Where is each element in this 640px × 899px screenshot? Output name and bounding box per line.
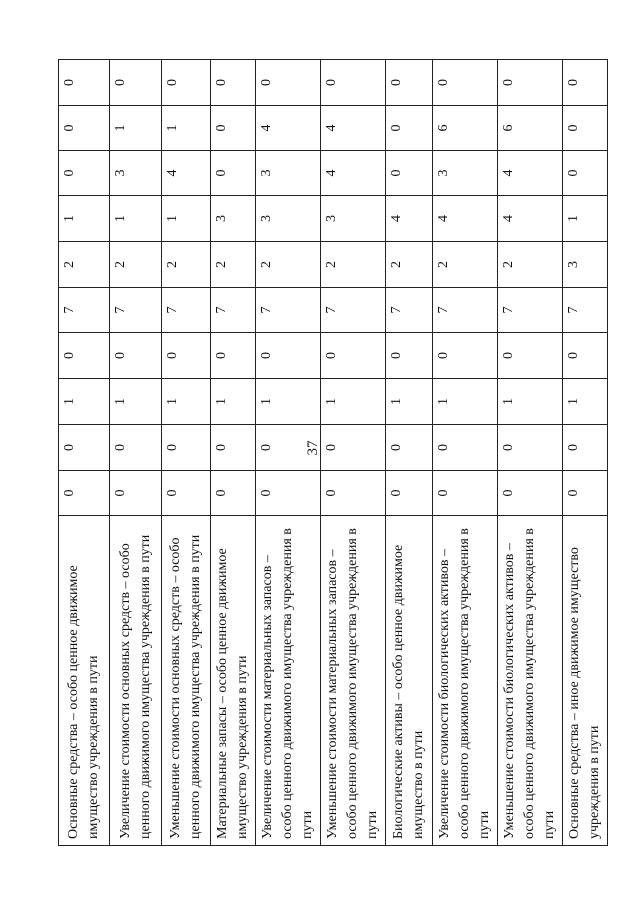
code-digit-cell: 0 — [256, 333, 321, 379]
code-digit-cell: 1 — [162, 196, 211, 242]
code-digit-cell: 1 — [563, 379, 608, 425]
code-digit-cell: 0 — [433, 471, 498, 516]
code-digit-cell: 0 — [256, 471, 321, 516]
code-digit-cell: 2 — [211, 242, 256, 288]
code-digit-cell: 1 — [433, 379, 498, 425]
code-digit-cell: 3 — [433, 151, 498, 196]
code-digit-cell: 7 — [498, 288, 563, 333]
code-digit-cell: 2 — [256, 242, 321, 288]
code-digit-cell: 1 — [59, 196, 110, 242]
code-digit-cell: 3 — [211, 196, 256, 242]
code-digit-cell: 1 — [110, 106, 162, 151]
code-digit-cell: 0 — [59, 106, 110, 151]
code-digit-cell: 7 — [563, 288, 608, 333]
code-digit-cell: 7 — [433, 288, 498, 333]
table-row — [59, 60, 110, 846]
account-name-cell: Уменьшение стоимости биологических активов – особо ценного движимого имущества учреждения в пути — [498, 516, 563, 846]
code-digit-cell: 0 — [110, 471, 162, 516]
code-digit-cell: 0 — [321, 425, 386, 471]
code-digit-cell: 3 — [110, 151, 162, 196]
code-digit-cell: 2 — [59, 242, 110, 288]
code-digit-cell: 0 — [498, 60, 563, 106]
code-digit-cell: 0 — [211, 151, 256, 196]
code-digit-cell: 0 — [433, 333, 498, 379]
code-digit-cell: 0 — [321, 333, 386, 379]
code-digit-cell: 2 — [110, 242, 162, 288]
accounts-table — [58, 59, 608, 846]
code-digit-cell: 4 — [433, 196, 498, 242]
code-digit-cell: 0 — [386, 333, 433, 379]
code-digit-cell: 4 — [321, 151, 386, 196]
code-digit-cell: 1 — [321, 379, 386, 425]
account-name-cell: Увеличение стоимости биологических активов – особо ценного движимого имущества учреждения в пути — [433, 516, 498, 846]
code-digit-cell: 2 — [433, 242, 498, 288]
code-digit-cell: 3 — [256, 196, 321, 242]
code-digit-cell: 0 — [498, 425, 563, 471]
code-digit-cell: 1 — [563, 196, 608, 242]
account-name-cell: Увеличение стоимости основных средств – особо ценного движимого имущества учреждения в пути — [110, 516, 162, 846]
code-digit-cell: 0 — [321, 60, 386, 106]
code-digit-cell: 4 — [386, 196, 433, 242]
code-digit-cell: 0 — [211, 333, 256, 379]
table-row — [386, 60, 433, 846]
code-digit-cell: 0 — [386, 106, 433, 151]
code-digit-cell: 0 — [433, 60, 498, 106]
code-digit-cell: 4 — [256, 106, 321, 151]
page-number: 37 — [305, 440, 321, 456]
account-name-cell: Основные средства – иное движимое имущество учреждения в пути — [563, 516, 608, 846]
code-digit-cell: 0 — [211, 106, 256, 151]
code-digit-cell: 2 — [386, 242, 433, 288]
code-digit-cell: 0 — [563, 60, 608, 106]
account-name-cell: Материальные запасы – особо ценное движимое имущество учреждения в пути — [211, 516, 256, 846]
code-digit-cell: 0 — [211, 425, 256, 471]
code-digit-cell: 2 — [321, 242, 386, 288]
code-digit-cell: 7 — [211, 288, 256, 333]
code-digit-cell: 7 — [110, 288, 162, 333]
code-digit-cell: 0 — [211, 60, 256, 106]
code-digit-cell: 0 — [59, 151, 110, 196]
code-digit-cell: 1 — [110, 196, 162, 242]
code-digit-cell: 0 — [563, 471, 608, 516]
table-row — [433, 60, 498, 846]
code-digit-cell: 1 — [256, 379, 321, 425]
rotated-table-container — [58, 60, 602, 846]
table-row — [162, 60, 211, 846]
code-digit-cell: 0 — [211, 471, 256, 516]
code-digit-cell: 2 — [498, 242, 563, 288]
code-digit-cell: 1 — [211, 379, 256, 425]
code-digit-cell: 3 — [321, 196, 386, 242]
code-digit-cell: 0 — [386, 471, 433, 516]
code-digit-cell: 7 — [256, 288, 321, 333]
account-name-cell: Биологические активы – особо ценное движимое имущество в пути — [386, 516, 433, 846]
code-digit-cell: 7 — [321, 288, 386, 333]
code-digit-cell: 0 — [59, 471, 110, 516]
table-row — [211, 60, 256, 846]
account-name-cell: Уменьшение стоимости материальных запасов – особо ценного движимого имущества учреждения в пути — [321, 516, 386, 846]
code-digit-cell: 0 — [498, 471, 563, 516]
code-digit-cell: 2 — [162, 242, 211, 288]
code-digit-cell: 0 — [162, 471, 211, 516]
code-digit-cell: 0 — [162, 60, 211, 106]
code-digit-cell: 4 — [498, 151, 563, 196]
code-digit-cell: 7 — [386, 288, 433, 333]
table-body — [59, 60, 608, 846]
table-row — [110, 60, 162, 846]
code-digit-cell: 1 — [162, 379, 211, 425]
table-row — [321, 60, 386, 846]
code-digit-cell: 1 — [498, 379, 563, 425]
code-digit-cell: 0 — [321, 471, 386, 516]
code-digit-cell: 0 — [110, 60, 162, 106]
code-digit-cell: 4 — [162, 151, 211, 196]
account-name-cell: Основные средства – особо ценное движимое имущество учреждения в пути — [59, 516, 110, 846]
code-digit-cell: 0 — [563, 106, 608, 151]
code-digit-cell: 7 — [59, 288, 110, 333]
table-row — [498, 60, 563, 846]
table-row — [256, 60, 321, 846]
code-digit-cell: 0 — [59, 333, 110, 379]
code-digit-cell: 4 — [498, 196, 563, 242]
code-digit-cell: 6 — [498, 106, 563, 151]
code-digit-cell: 1 — [110, 379, 162, 425]
code-digit-cell: 3 — [563, 242, 608, 288]
code-digit-cell: 4 — [321, 106, 386, 151]
code-digit-cell: 0 — [162, 425, 211, 471]
code-digit-cell: 0 — [563, 333, 608, 379]
code-digit-cell: 0 — [110, 425, 162, 471]
code-digit-cell: 0 — [59, 425, 110, 471]
code-digit-cell: 7 — [162, 288, 211, 333]
code-digit-cell: 0 — [433, 425, 498, 471]
code-digit-cell: 6 — [433, 106, 498, 151]
code-digit-cell: 1 — [386, 379, 433, 425]
code-digit-cell: 0 — [386, 425, 433, 471]
code-digit-cell: 0 — [256, 425, 321, 471]
code-digit-cell: 0 — [162, 333, 211, 379]
code-digit-cell: 0 — [59, 60, 110, 106]
table-row — [563, 60, 608, 846]
code-digit-cell: 1 — [162, 106, 211, 151]
account-name-cell: Увеличение стоимости материальных запасов – особо ценного движимого имущества учреждения в пути — [256, 516, 321, 846]
code-digit-cell: 3 — [256, 151, 321, 196]
code-digit-cell: 0 — [498, 333, 563, 379]
code-digit-cell: 0 — [563, 425, 608, 471]
account-name-cell: Уменьшение стоимости основных средств – особо ценного движимого имущества учреждения в пути — [162, 516, 211, 846]
code-digit-cell: 0 — [386, 151, 433, 196]
code-digit-cell: 0 — [110, 333, 162, 379]
code-digit-cell: 0 — [256, 60, 321, 106]
code-digit-cell: 0 — [563, 151, 608, 196]
code-digit-cell: 0 — [386, 60, 433, 106]
code-digit-cell: 1 — [59, 379, 110, 425]
